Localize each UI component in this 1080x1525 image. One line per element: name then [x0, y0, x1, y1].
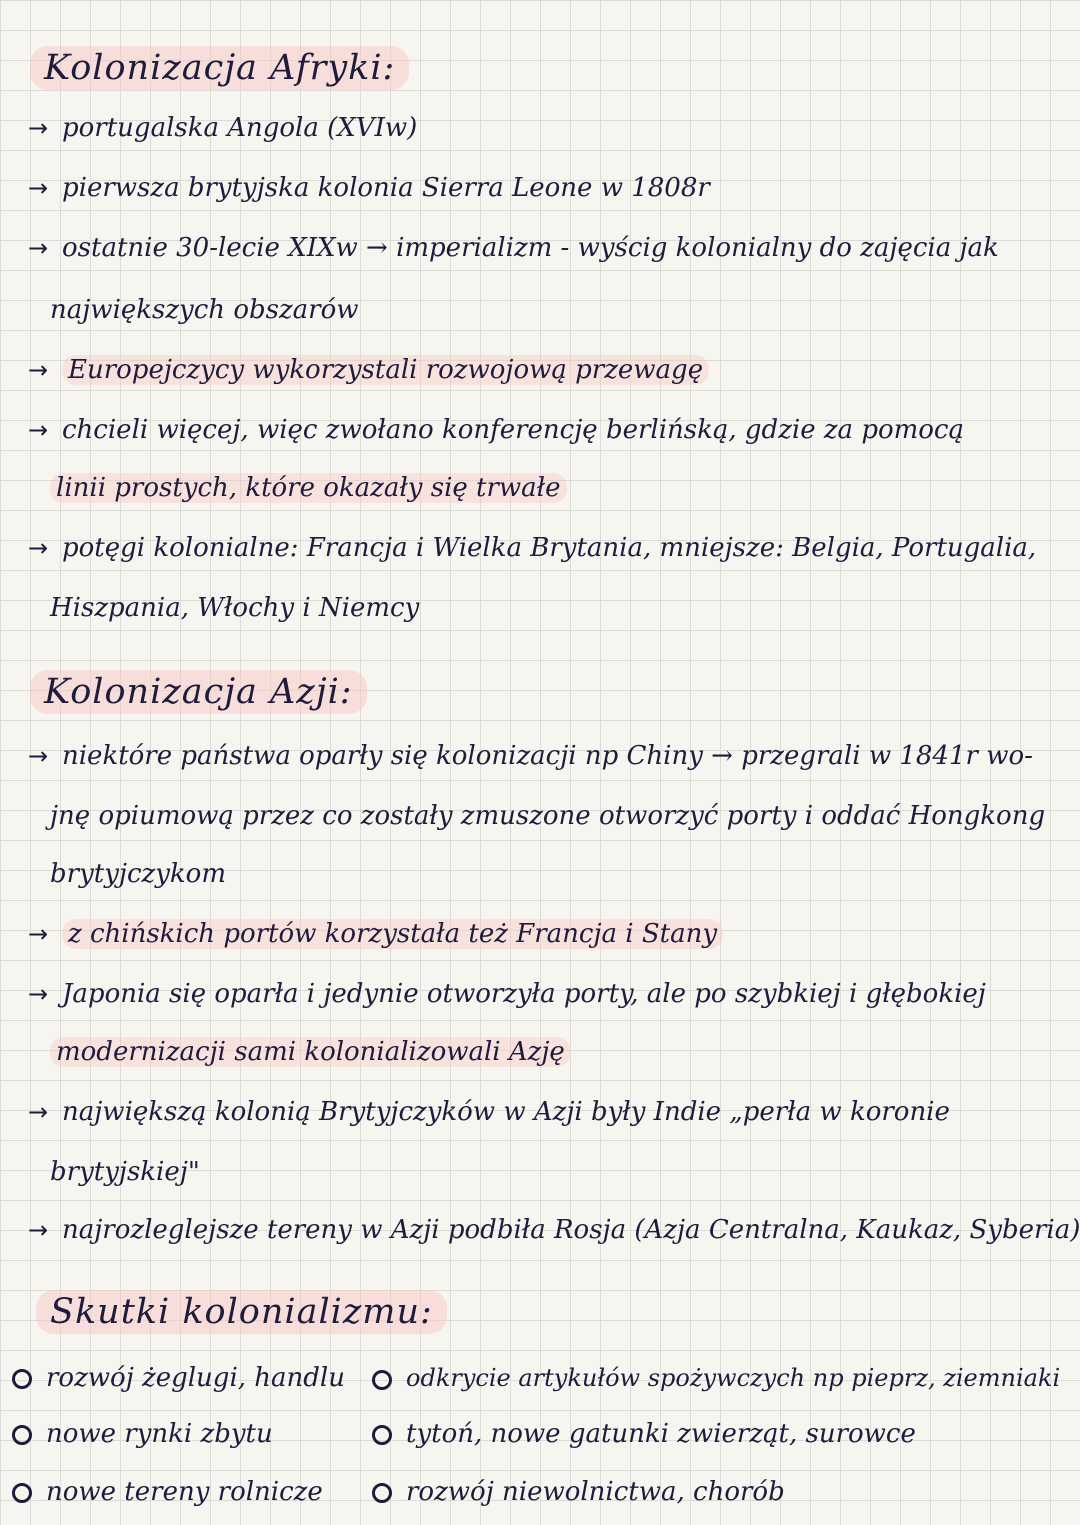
arrow-icon: → [28, 114, 49, 142]
item-text: ostatnie 30-lecie XIXw → imperializm - wyścig kolonialny do zajęcia jak [62, 233, 999, 263]
list-item [28, 168, 710, 208]
circle-bullet-icon [12, 1425, 32, 1445]
arrow-icon: → [28, 920, 49, 948]
item-text: Japonia się oparła i jedynie otworzyła porty, ale po szybkiej i głębokiej [62, 979, 986, 1009]
effect-item [372, 1358, 1060, 1398]
item-text: najrozleglejsze tereny w Azji podbiła Rosja (Azja Centralna, Kaukaz, Syberia) [62, 1215, 1080, 1245]
item-text: chcieli więcej, więc zwołano konferencję berlińską, gdzie za pomocą [62, 415, 964, 445]
arrow-icon: → [28, 356, 49, 384]
item-text: pierwsza brytyjska kolonia Sierra Leone w 1808r [62, 173, 710, 203]
circle-bullet-icon [372, 1425, 392, 1445]
list-item-continuation [50, 1152, 200, 1192]
section-title-africa [30, 48, 409, 88]
list-item-continuation [50, 796, 1045, 836]
arrow-icon: → [28, 1216, 49, 1244]
list-item [28, 736, 1033, 776]
heading-text: Kolonizacja Afryki: [30, 46, 409, 90]
circle-bullet-icon [12, 1369, 32, 1389]
item-text: największą kolonią Brytyjczyków w Azji były Indie „perła w koronie [62, 1097, 950, 1127]
item-text: brytyjczykom [50, 859, 226, 889]
item-text: linii prostych, które okazały się trwałe [50, 473, 567, 503]
item-text: Europejczycy wykorzystali rozwojową przewagę [62, 355, 709, 385]
heading-text: Skutki kolonializmu: [36, 1290, 447, 1334]
arrow-icon: → [28, 980, 49, 1008]
list-item-continuation [50, 1032, 571, 1072]
circle-bullet-icon [12, 1483, 32, 1503]
list-item-continuation [50, 468, 567, 508]
list-item [28, 1210, 1080, 1250]
list-item-continuation [50, 854, 226, 894]
item-text: portugalska Angola (XVIw) [62, 113, 418, 143]
arrow-icon: → [28, 174, 49, 202]
section-title-asia [30, 672, 367, 712]
list-item [28, 914, 723, 954]
list-item [28, 108, 417, 148]
heading-text: Kolonizacja Azji: [30, 670, 367, 714]
list-item [28, 1092, 950, 1132]
item-text: modernizacji sami kolonializowali Azję [50, 1037, 571, 1067]
effect-item [12, 1414, 273, 1454]
item-text: największych obszarów [50, 295, 359, 325]
effect-text: rozwój żeglugi, handlu [46, 1363, 345, 1393]
effect-text: rozwój niewolnictwa, chorób [406, 1477, 785, 1507]
list-item [28, 410, 964, 450]
arrow-icon: → [28, 416, 49, 444]
effect-item [12, 1472, 323, 1512]
list-item-continuation [50, 588, 419, 628]
arrow-icon: → [28, 742, 49, 770]
section-title-effects [36, 1292, 447, 1332]
list-item [28, 228, 999, 268]
list-item [28, 974, 986, 1014]
effect-text: odkrycie artykułów spożywczych np pieprz, ziemniaki [406, 1364, 1061, 1392]
item-text: brytyjskiej" [50, 1157, 200, 1187]
list-item-continuation [50, 290, 359, 330]
circle-bullet-icon [372, 1370, 392, 1390]
item-text: z chińskich portów korzystała też Francja i Stany [62, 919, 723, 949]
effect-item [372, 1472, 785, 1512]
effect-item [12, 1358, 345, 1398]
effect-text: tytoń, nowe gatunki zwierząt, surowce [406, 1419, 916, 1449]
effect-text: nowe tereny rolnicze [46, 1477, 323, 1507]
item-text: niektóre państwa oparły się kolonizacji np Chiny → przegrali w 1841r wo- [62, 741, 1033, 771]
arrow-icon: → [28, 534, 49, 562]
item-text: potęgi kolonialne: Francja i Wielka Brytania, mniejsze: Belgia, Portugalia, [62, 533, 1037, 563]
arrow-icon: → [28, 1098, 49, 1126]
list-item [28, 528, 1036, 568]
item-text: jnę opiumową przez co zostały zmuszone otworzyć porty i oddać Hongkong [50, 801, 1046, 831]
effect-text: nowe rynki zbytu [46, 1419, 273, 1449]
item-text: Hiszpania, Włochy i Niemcy [50, 593, 420, 623]
effect-item [372, 1414, 916, 1454]
circle-bullet-icon [372, 1483, 392, 1503]
list-item [28, 350, 709, 390]
arrow-icon: → [28, 234, 49, 262]
